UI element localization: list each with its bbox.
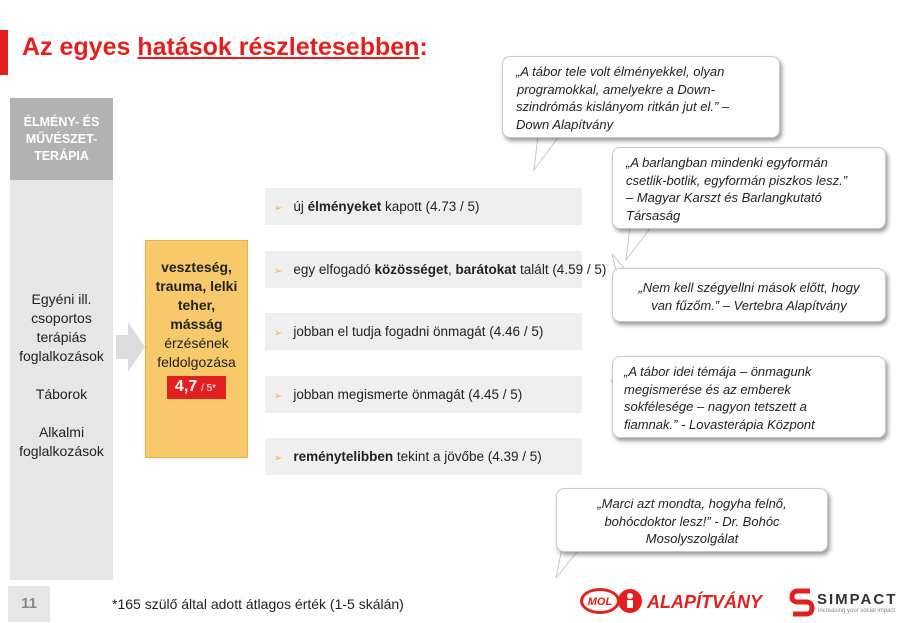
chevron-bullet-icon: ➢ [274, 391, 283, 402]
form-line: csoportos [31, 310, 92, 326]
title-accent-bar [0, 30, 8, 75]
mol-logo-icon [578, 585, 646, 617]
category-header [10, 98, 113, 180]
chevron-bullet-icon: ➢ [274, 266, 283, 277]
mol-logo-text: MOL [587, 596, 613, 608]
bubble-tail-icon [530, 135, 580, 175]
chevron-bullet-icon: ➢ [274, 328, 283, 339]
form-line: terápiás [36, 329, 87, 345]
chevron-bullet-icon: ➢ [274, 203, 283, 214]
page-title: Az egyes hatások részletesebben: [22, 33, 428, 61]
effect-row: ➢ reménytelibben tekint a jövőbe (4.39 / 5) [265, 438, 582, 475]
category-header-line: TERÁPIA [34, 148, 89, 163]
outcome-box [145, 240, 248, 458]
form-line: Táborok [35, 386, 88, 402]
simpact-logo-icon [790, 587, 814, 617]
effect-row: ➢ jobban el tudja fogadni önmagát (4.46 / 5) [265, 313, 582, 350]
form-line: Alkalmi [38, 424, 85, 440]
page-number: 11 [8, 586, 50, 622]
category-forms [10, 290, 113, 461]
simpact-logo-text: SIMPACT [817, 591, 898, 608]
alapitvany-logo-text: ALAPÍTVÁNY [647, 592, 763, 612]
quote-bubble: „A barlangban mindenki egyformán csetlik-botlik, egyformán piszkos lesz.” – Magyar Karszt és Barlangkutató Társaság [612, 147, 886, 229]
effect-row: ➢ egy elfogadó közösséget, barátokat talált (4.59 / 5) [265, 251, 582, 288]
form-line: Egyéni ill. [31, 291, 92, 307]
category-header-line: MŰVÉSZET- [25, 131, 98, 146]
simpact-tagline: increasing your social impact [818, 608, 896, 614]
right-arrow-icon [116, 320, 146, 374]
quote-bubble: „Marci azt mondta, hogyha felnő, bohócdoktor lesz!” - Dr. Bohóc Mosolyszolgálat [556, 488, 828, 552]
quote-bubble: „Nem kell szégyellni mások előtt, hogy van fűzőm.” – Vertebra Alapítvány [612, 268, 886, 322]
effect-row: ➢ új élményeket kapott (4.73 / 5) [265, 188, 582, 225]
outcome-title: veszteség, trauma, lelki teher, másság [155, 259, 238, 332]
category-header-line: ÉLMÉNY- ÉS [23, 114, 100, 129]
outcome-score-badge: 4,7 / 5* [167, 376, 226, 399]
form-line: foglalkozások [19, 443, 104, 459]
bubble-tail-icon [550, 548, 590, 582]
effect-row: ➢ jobban megismerte önmagát (4.45 / 5) [265, 376, 582, 413]
outcome-subtitle: érzésének feldolgozása [157, 335, 236, 370]
chevron-bullet-icon: ➢ [274, 453, 283, 464]
quote-bubble: „A tábor tele volt élményekkel, olyan programokkal, amelyekre a Down- szindrómás kislányom ritkán jut el.” – Down Alapítvány [502, 56, 780, 138]
footnote: *165 szülő által adott átlagos érték (1-5 skálán) [112, 596, 404, 612]
form-line: foglalkozások [19, 348, 104, 364]
quote-bubble: „A tábor idei témája – önmagunk megismerése és az emberek sokfélesége – nagyon tetszett a fiamnak.” - Lovasterápia Központ [612, 356, 886, 438]
category-panel [10, 98, 113, 580]
